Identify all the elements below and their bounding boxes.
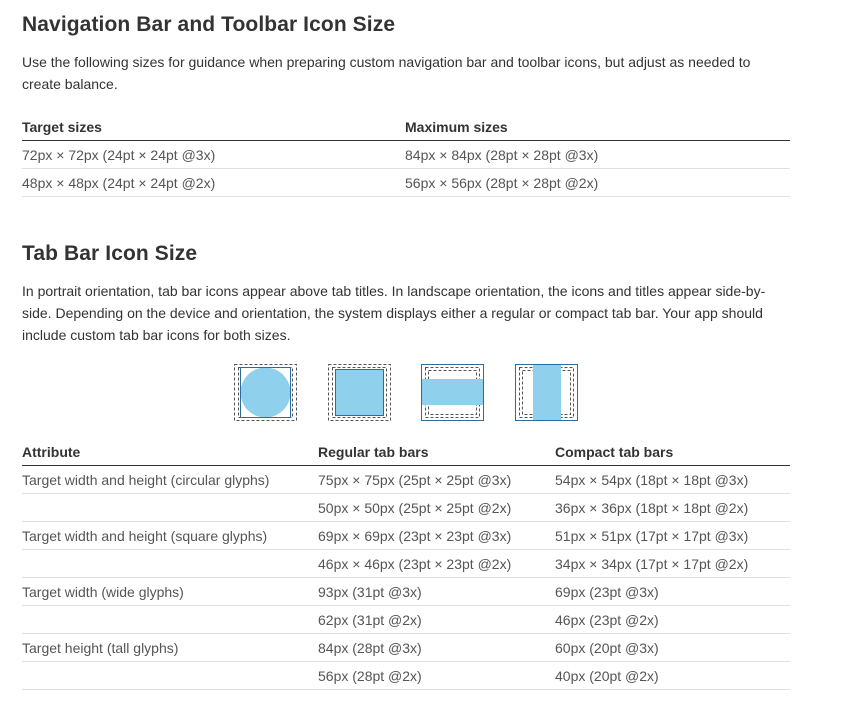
table-row — [22, 522, 790, 550]
column-header: Attribute — [22, 438, 318, 466]
table-cell: 40px (20pt @2x) — [555, 662, 790, 690]
nav-section-title: Navigation Bar and Toolbar Icon Size — [22, 13, 396, 36]
tab-section-description: In portrait orientation, tab bar icons appear above tab titles. In landscape orientation, the icons and titles appear side-by-side. Depending on the device and orientation, the system displays either a regular or compact tab bar. Your app should include custom tab bar icons for both sizes. — [22, 283, 766, 343]
nav-section-description: Use the following sizes for guidance when preparing custom navigation bar and toolbar icons, but adjust as needed to create balance. — [22, 54, 751, 92]
table-cell: 56px (28pt @2x) — [318, 662, 555, 690]
square-glyph-icon — [328, 364, 392, 422]
table-cell: Target width and height (circular glyphs) — [22, 466, 318, 494]
table-cell: 36px × 36px (18pt × 18pt @2x) — [555, 494, 790, 522]
nav-sizes-table — [22, 113, 790, 197]
table-row — [22, 141, 790, 169]
table-cell: Target width and height (square glyphs) — [22, 522, 318, 550]
table-row — [22, 662, 790, 690]
table-header-row — [22, 438, 790, 466]
table-row — [22, 466, 790, 494]
table-cell: 93px (31pt @3x) — [318, 578, 555, 606]
column-header: Maximum sizes — [405, 113, 790, 141]
table-row — [22, 634, 790, 662]
column-header: Compact tab bars — [555, 438, 790, 466]
table-cell: Target width (wide glyphs) — [22, 578, 318, 606]
wide-glyph-icon — [421, 364, 485, 422]
table-cell: 84px (28pt @3x) — [318, 634, 555, 662]
table-cell: 69px × 69px (23pt × 23pt @3x) — [318, 522, 555, 550]
table-cell: 69px (23pt @3x) — [555, 578, 790, 606]
table-cell: 50px × 50px (25pt × 25pt @2x) — [318, 494, 555, 522]
tall-glyph-icon — [515, 364, 579, 422]
table-row — [22, 606, 790, 634]
table-cell: 56px × 56px (28pt × 28pt @2x) — [405, 169, 790, 197]
tab-bar-sizes-table — [22, 438, 790, 690]
table-row — [22, 494, 790, 522]
table-row — [22, 578, 790, 606]
table-cell — [22, 606, 318, 634]
table-cell — [22, 662, 318, 690]
table-cell: 72px × 72px (24pt × 24pt @3x) — [22, 141, 405, 169]
column-header: Target sizes — [22, 113, 405, 141]
table-cell: 60px (20pt @3x) — [555, 634, 790, 662]
table-row — [22, 550, 790, 578]
table-cell — [22, 550, 318, 578]
table-cell: 46px × 46px (23pt × 23pt @2x) — [318, 550, 555, 578]
circular-glyph-icon — [234, 364, 298, 422]
column-header: Regular tab bars — [318, 438, 555, 466]
tab-section-title: Tab Bar Icon Size — [22, 242, 198, 265]
table-cell: 51px × 51px (17pt × 17pt @3x) — [555, 522, 790, 550]
table-cell: 54px × 54px (18pt × 18pt @3x) — [555, 466, 790, 494]
table-cell — [22, 494, 318, 522]
table-cell: 46px (23pt @2x) — [555, 606, 790, 634]
table-row — [22, 169, 790, 197]
table-cell: 75px × 75px (25pt × 25pt @3x) — [318, 466, 555, 494]
table-cell: Target height (tall glyphs) — [22, 634, 318, 662]
table-cell: 48px × 48px (24pt × 24pt @2x) — [22, 169, 405, 197]
table-cell: 34px × 34px (17pt × 17pt @2x) — [555, 550, 790, 578]
table-cell: 62px (31pt @2x) — [318, 606, 555, 634]
table-header-row — [22, 113, 790, 141]
table-cell: 84px × 84px (28pt × 28pt @3x) — [405, 141, 790, 169]
